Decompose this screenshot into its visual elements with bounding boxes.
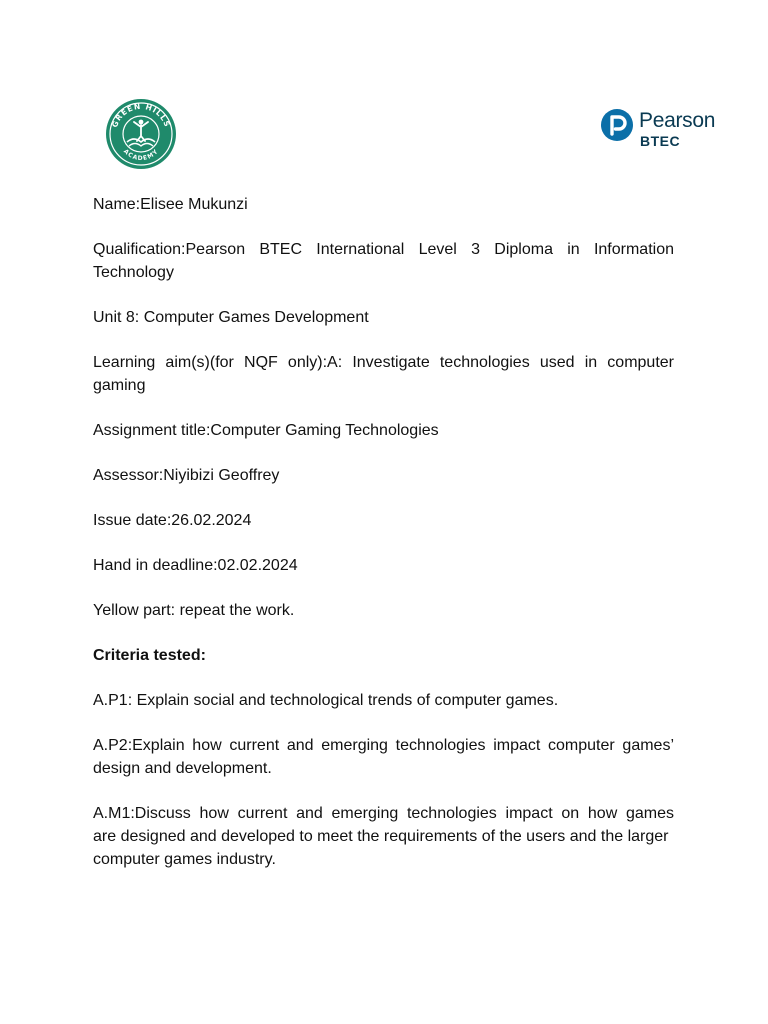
assessor: Assessor:Niyibizi Geoffrey <box>93 467 280 484</box>
school-name-text: GREEN HILLS <box>109 101 173 129</box>
criterion-m1-line1: A.M1:Discuss how current and emerging technologies impact on how games <box>93 805 674 822</box>
school-sub-text: ACADEMY <box>121 147 161 163</box>
learning-aim: Learning aim(s)(for NQF only):A: Investigate technologies used in computer gaming <box>93 354 674 394</box>
pearson-wordmark: Pearson <box>639 109 716 132</box>
criteria-heading: Criteria tested: <box>93 647 206 664</box>
unit: Unit 8: Computer Games Development <box>93 309 369 326</box>
student-name: Name:Elisee Mukunzi <box>93 196 248 213</box>
document-body <box>93 193 674 893</box>
pearson-btec-logo <box>600 107 720 151</box>
assignment-title: Assignment title:Computer Gaming Technologies <box>93 422 439 439</box>
btec-wordmark: BTEC <box>640 133 681 149</box>
hand-in-deadline: Hand in deadline:02.02.2024 <box>93 557 298 574</box>
school-logo <box>103 98 179 170</box>
criterion-m1 <box>93 802 674 871</box>
criterion-m1-line2: are designed and developed to meet the requirements of the users and the larger computer games industry. <box>93 828 669 868</box>
qualification: Qualification:Pearson BTEC International Level 3 Diploma in Information Technology <box>93 241 674 281</box>
criterion-p2: A.P2:Explain how current and emerging technologies impact computer games’ design and development. <box>93 737 674 777</box>
criterion-p1: A.P1: Explain social and technological trends of computer games. <box>93 692 559 709</box>
school-emblem-icon <box>103 98 179 170</box>
issue-date: Issue date:26.02.2024 <box>93 512 252 529</box>
note-text: Yellow part: repeat the work. <box>93 602 295 619</box>
pearson-p-icon <box>600 108 634 142</box>
